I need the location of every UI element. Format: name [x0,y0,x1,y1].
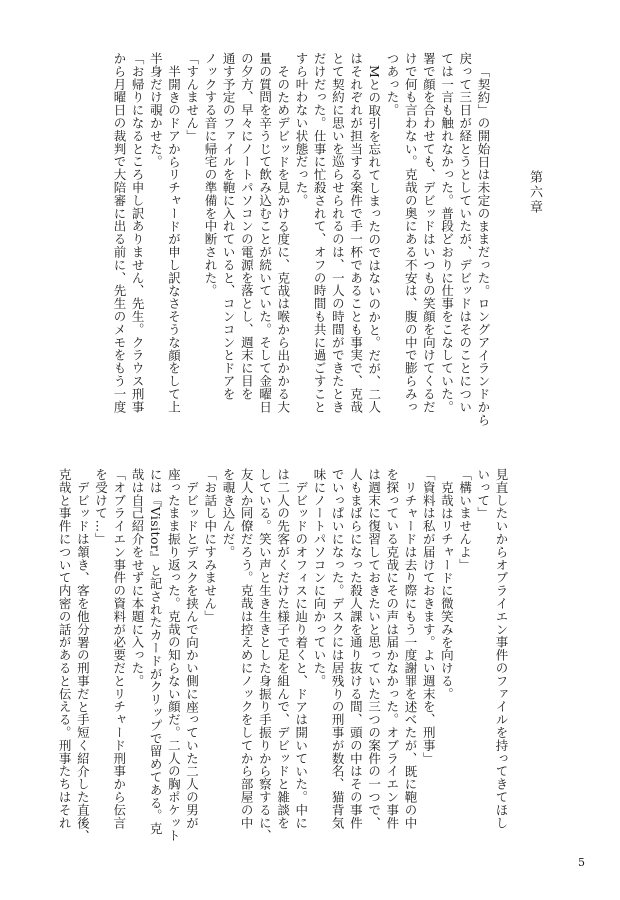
chapter-title: 第六章 [527,170,542,215]
text-line: 見直したいからオブライエン事件のファイルを持ってきてほし [494,468,509,830]
text-line: つあった。 [384,52,400,117]
text-line: そのためデビッドを見かける度に、克哉は喉から出かかる大 [275,64,291,413]
text-line: は週末に復習しておきたいと思っていた三つの案件の一つで、 [366,468,382,830]
lower-text-block [57,468,510,864]
page-number: 5 [578,856,585,869]
text-line: 人もまばらになった殺人課を通り抜ける間、頭の中はその事件 [348,468,364,830]
text-line: ては一言も触れなかった。普段どおりに仕事をこなしていた。 [439,52,455,414]
text-line: 半開きのドアからリチャードが申し訳なさそうな顔をして上 [166,64,182,413]
text-line: している。笑い声と生き生きとした身振り手振りから察するに、 [257,468,273,843]
text-line: から月曜日の裁判で大陪審に出る前に、先生のメモをもう一度 [111,52,127,414]
text-line: 「お帰りになるところ申し訳ありません、先生。クラウス刑事 [130,52,146,414]
text-line: とて契約に思いを巡らせられるのは、一人の時間ができたとき [330,52,346,414]
text-line: 「構いませんよ」 [457,468,473,572]
text-line: 「資料は私が届けておきます。よい週末を、刑事」 [421,468,437,765]
text-line: 「お話し中にすみません」 [202,468,218,623]
text-line: デビッドのオフィスに辿り着くと、ドアは開いていた。中に [293,480,309,829]
text-line: リチャードは去り際にもう一度謝罪を述べたが、既に鞄の中 [402,480,418,829]
text-line: 署で顔を合わせても、デビッドはいつもの笑顔を向けてくるだ [421,52,437,414]
text-line: でいっぱいになった。デスクには居残りの刑事が数名、猫背気 [330,468,346,830]
text-line: いって」 [475,468,491,520]
text-line: デビッドは頷き、客を他分署の刑事だと手短く紹介した直後、 [75,480,91,842]
text-line: だけだった。仕事に忙殺されて、オフの時間も共に過ごすこと [312,52,328,414]
text-line: を覗き込んだ。 [220,468,236,559]
text-line: は二人の先客がくだけた様子で足を組んで、デビッドと雑談を [275,468,291,830]
text-line: 「オブライエン事件の資料が必要だとリチャード刑事から伝言 [111,468,127,830]
text-line: を探っている克哉にその声は届かなかった。オブライエン事件 [384,468,400,830]
text-line: Mとの取引を忘れてしまったのではないのかと。だが、二人 [366,64,382,414]
text-line: 友人か同僚だろう。克哉は控えめにノックをしてから部屋の中 [239,468,255,830]
text-line: 座ったまま振り返った。克哉の知らない顔だ。二人の胸ポケット [166,468,182,843]
text-line: の夕方、早々にノートパソコンの電源を落とし、週末に目を [239,52,255,401]
text-line: すら叶わない状態だった。 [293,52,309,207]
text-line: 味にノートパソコンに向かっていた。 [311,468,327,688]
upper-text-block [62,52,492,448]
text-line: 「すんません」 [184,52,200,143]
text-line: 戻って三日が経とうとしていたが、デビッドはそのことについ [457,52,473,414]
text-line: を受けて…」 [93,468,109,546]
text-line: けで何も言わない。克哉の奥にある不安は、腹の中で膨らみっ [403,52,419,414]
text-line: 半身だけ覗かせた。 [148,52,164,169]
text-line: はそれぞれが担当する案件で手一杯であることも事実で、克哉 [348,52,364,414]
text-line: には『Visitor』と記されたカードがクリップで留めてある。克 [148,468,164,836]
text-line: 量の質問を辛うじて飲み込むことが続いていた。そして金曜日 [257,52,273,414]
text-line: 「契約」の開始日は未定のままだった。ロングアイランドから [476,64,491,426]
text-line: 克哉はリチャードに微笑みを向ける。 [439,480,455,700]
text-line: 克哉と事件について内密の話があると伝える。刑事たちはそれ [57,468,73,830]
text-line: 通す予定のファイルを鞄に入れていると、コンコンとドアを [221,52,237,401]
text-line: 哉は自己紹介をせずに本題に入った。 [129,468,145,688]
text-line: ノックする音に帰宅の準備を中断された。 [202,52,218,298]
text-line: デビッドとデスクを挟んで向かい側に座っていた二人の男が [184,480,200,829]
